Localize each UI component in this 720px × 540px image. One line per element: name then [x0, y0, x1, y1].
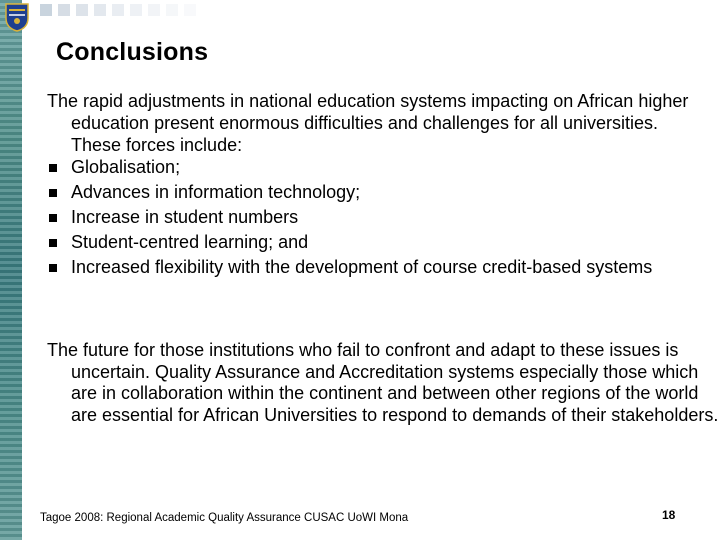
- bullet-text: Advances in information technology;: [71, 182, 361, 202]
- decor-square: [112, 4, 124, 16]
- bullet-text: Increase in student numbers: [71, 207, 299, 227]
- decor-square: [184, 4, 196, 16]
- list-item: [47, 256, 687, 278]
- square-bullet-icon: [49, 239, 57, 247]
- footer-citation: Tagoe 2008: Regional Academic Quality Assurance CUSAC UoWI Mona: [40, 512, 409, 524]
- square-bullet-icon: [49, 214, 57, 222]
- conclusion-paragraph: The future for those institutions who fail to confront and adapt to these issues is uncertain. Quality Assurance and Accreditation systems especially those which are in collaboration within the continent and between other regions of the world are essential for African Universities to respond to demands of their stakeholders.: [47, 340, 719, 425]
- square-bullet-icon: [49, 264, 57, 272]
- bullet-text: Globalisation;: [71, 157, 181, 177]
- decor-square: [148, 4, 160, 16]
- decor-square: [166, 4, 178, 16]
- list-item: [47, 156, 687, 178]
- decorative-squares: [0, 0, 210, 20]
- decor-square: [58, 4, 70, 16]
- decor-square: [130, 4, 142, 16]
- square-bullet-icon: [49, 189, 57, 197]
- decor-square: [76, 4, 88, 16]
- decorative-left-strip: [0, 0, 22, 540]
- bullet-text: Student-centred learning; and: [71, 232, 309, 252]
- decor-square: [40, 4, 52, 16]
- list-item: [47, 181, 687, 203]
- intro-paragraph: The rapid adjustments in national education systems impacting on African higher education present enormous difficulties and challenges for all universities. These forces include:: [47, 91, 689, 155]
- forces-bullet-list: [47, 156, 687, 281]
- university-crest-logo: [4, 2, 30, 32]
- square-bullet-icon: [49, 164, 57, 172]
- list-item: [47, 231, 687, 253]
- list-item: [47, 206, 687, 228]
- page-number: 18: [662, 508, 676, 522]
- decor-square: [94, 4, 106, 16]
- slide-title: Conclusions: [56, 38, 209, 66]
- bullet-text: Increased flexibility with the development of course credit-based systems: [71, 257, 653, 277]
